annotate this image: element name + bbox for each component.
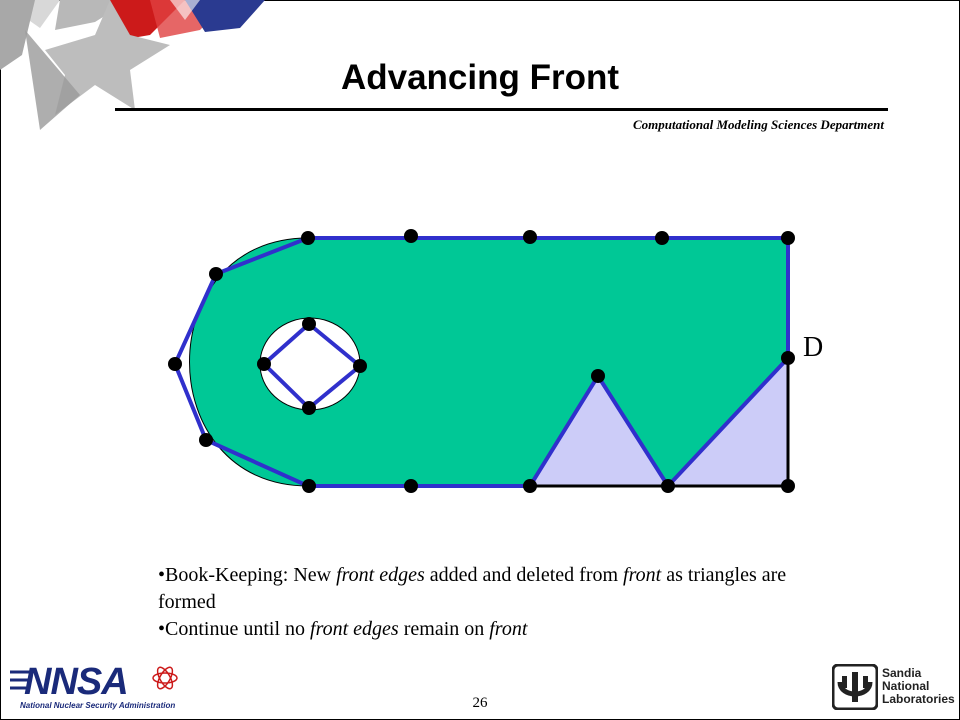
node <box>404 229 418 243</box>
sandia-wordmark: Sandia National Laboratories <box>882 666 955 706</box>
node <box>523 479 537 493</box>
node <box>168 357 182 371</box>
nnsa-subtitle: National Nuclear Security Administration <box>20 701 176 710</box>
svg-text:NNSA: NNSA <box>24 661 128 703</box>
sandia-logo-icon <box>832 664 878 710</box>
node <box>199 433 213 447</box>
node <box>353 359 367 373</box>
node <box>661 479 675 493</box>
department-label: Computational Modeling Sciences Department <box>633 117 884 132</box>
node <box>591 369 605 383</box>
mesh-hole <box>260 318 360 410</box>
node <box>523 230 537 244</box>
node <box>781 231 795 245</box>
bullet-item: •Continue until no front edges remain on front <box>158 618 528 640</box>
node <box>209 267 223 281</box>
node <box>655 231 669 245</box>
slide-title: Advancing Front <box>340 58 620 97</box>
node-label-d: D <box>803 332 824 363</box>
page-number: 26 <box>472 695 488 711</box>
node <box>781 479 795 493</box>
node <box>257 357 271 371</box>
bullet-list <box>158 562 818 643</box>
node <box>302 317 316 331</box>
node <box>302 479 316 493</box>
node <box>404 479 418 493</box>
node <box>302 401 316 415</box>
bullet-item: •Book-Keeping: New front edges added and deleted from front as triangles are formed <box>158 564 787 613</box>
node <box>781 351 795 365</box>
node <box>301 231 315 245</box>
